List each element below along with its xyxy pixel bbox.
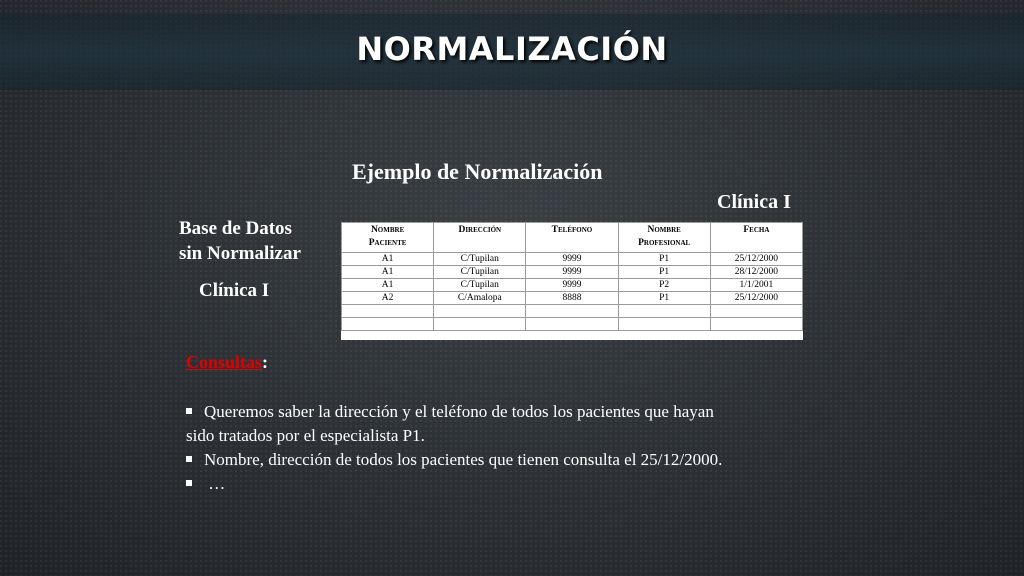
header-nombre-paciente: Nombre Paciente bbox=[342, 223, 434, 253]
table-row bbox=[342, 253, 803, 266]
table-cell: C/Tupilan bbox=[434, 266, 526, 279]
table-cell-empty bbox=[710, 305, 802, 318]
table-cell-empty bbox=[526, 318, 618, 331]
table-cell: C/Tupilan bbox=[434, 253, 526, 266]
table-cell: P1 bbox=[618, 266, 710, 279]
table-cell: 25/12/2000 bbox=[710, 253, 802, 266]
list-item-text: Queremos saber la dirección y el teléfono de todos los pacientes que hayan bbox=[204, 402, 714, 421]
table-cell-empty bbox=[526, 305, 618, 318]
consultas-label: Consultas bbox=[186, 352, 263, 372]
side-label bbox=[179, 216, 301, 266]
table-cell-empty bbox=[434, 318, 526, 331]
side-label-line1: Base de Datos bbox=[179, 218, 292, 239]
unnormalized-table bbox=[341, 222, 803, 340]
table-cell: P1 bbox=[618, 292, 710, 305]
list-item bbox=[186, 400, 816, 448]
table-cell: 1/1/2001 bbox=[710, 279, 802, 292]
table-cell: A1 bbox=[342, 253, 434, 266]
table-cell: 28/12/2000 bbox=[710, 266, 802, 279]
table-cell: 9999 bbox=[526, 279, 618, 292]
table-cell: P1 bbox=[618, 253, 710, 266]
consultas-list bbox=[186, 400, 816, 496]
slide-title: NORMALIZACIÓN bbox=[356, 30, 668, 68]
list-item bbox=[186, 472, 816, 496]
table-cell: 9999 bbox=[526, 253, 618, 266]
list-item-text: Nombre, dirección de todos los pacientes que tienen consulta el 25/12/2000. bbox=[204, 450, 723, 469]
table-row-empty bbox=[342, 318, 803, 331]
table-row bbox=[342, 266, 803, 279]
table-header-row bbox=[342, 223, 803, 253]
table-cell: 9999 bbox=[526, 266, 618, 279]
header-direccion: Dirección bbox=[434, 223, 526, 253]
subtitle: Ejemplo de Normalización bbox=[352, 159, 603, 184]
list-item-text-cont: sido tratados por el especialista P1. bbox=[186, 426, 425, 445]
table-cell: C/Tupilan bbox=[434, 279, 526, 292]
consultas-colon: : bbox=[262, 352, 269, 372]
clinic-label-top: Clínica I bbox=[717, 191, 791, 213]
table-cell: P2 bbox=[618, 279, 710, 292]
side-label-line2: sin Normalizar bbox=[179, 243, 301, 264]
list-item bbox=[186, 448, 816, 472]
table-row-empty bbox=[342, 305, 803, 318]
bullet-square-icon bbox=[186, 408, 192, 414]
bullet-square-icon bbox=[186, 480, 192, 486]
table-cell-empty bbox=[342, 318, 434, 331]
list-item-text: … bbox=[204, 474, 226, 493]
table-cell-empty bbox=[618, 305, 710, 318]
clinic-label-side: Clínica I bbox=[199, 280, 270, 301]
header-nombre-profesional: Nombre Profesional bbox=[618, 223, 710, 253]
table-cell: A1 bbox=[342, 266, 434, 279]
table-cell-empty bbox=[342, 305, 434, 318]
table-cell-empty bbox=[710, 318, 802, 331]
consultas-heading bbox=[186, 352, 268, 373]
table-cell: 25/12/2000 bbox=[710, 292, 802, 305]
table-row bbox=[342, 292, 803, 305]
bullet-square-icon bbox=[186, 456, 192, 462]
table-cell: C/Amalopa bbox=[434, 292, 526, 305]
table-cell: 8888 bbox=[526, 292, 618, 305]
header-telefono: Teléfono bbox=[526, 223, 618, 253]
table-cell-empty bbox=[434, 305, 526, 318]
table-cell: A2 bbox=[342, 292, 434, 305]
table-cell: A1 bbox=[342, 279, 434, 292]
header-fecha: Fecha bbox=[710, 223, 802, 253]
data-table bbox=[341, 222, 803, 331]
table-cell-empty bbox=[618, 318, 710, 331]
table-row bbox=[342, 279, 803, 292]
